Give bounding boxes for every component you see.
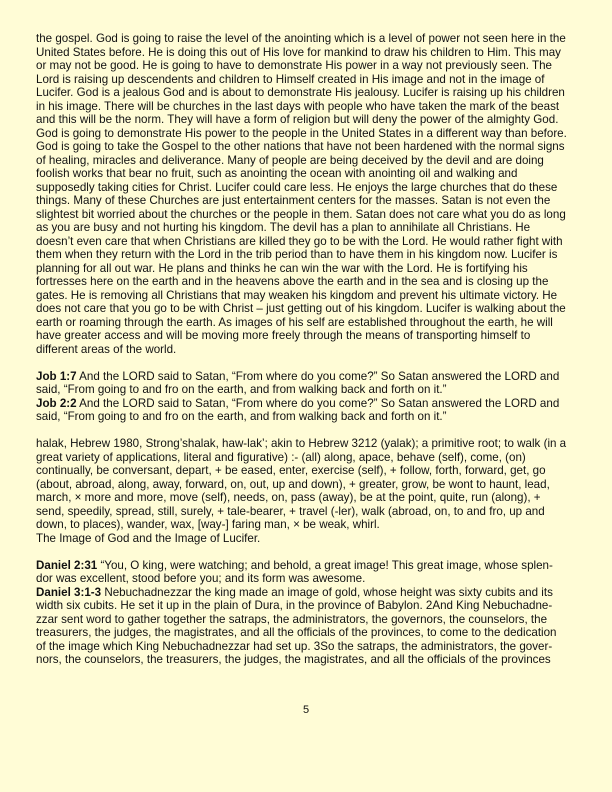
page-number: 5 [302, 704, 310, 716]
spacer [36, 545, 568, 559]
verse-reference: Daniel 3:1-3 [36, 585, 102, 599]
verse-reference: Daniel 2:31 [36, 558, 98, 572]
section-heading: The Image of God and the Image of Lucifer. [36, 531, 261, 545]
verse-text: Nebuchadnezzar the king made an image of gold, whose height was sixty cubits and its width six cubits. He set it up in the plain of Dura, in the province of Babylon. 2And King Nebuchadne-zzar sent word to gather together the satraps, the administrators, the governors, the counselors, the treasurers, the judges, the magistrates, and all the officials of the provinces, to come to the dedication of the image which King Nebuchadnezzar had set up. 3So the satraps, the administrators, the gover-nors, the counselors, the treasurers, the judges, the magistrates, and all the officials of the provinces [36, 585, 557, 666]
verse-reference: Job 2:2 [36, 396, 77, 410]
strongs-entry: halak, Hebrew 1980, Strong’shalak, haw-lak’; akin to Hebrew 3212 (yalak); a primitive root; to walk (in a great variety of applications, literal and figurative) :- (all) along, apace, behave (self), come, (on) continually, be conversant, depart, + be eased, enter, exercise (self), + follow, forth, forward, get, go (about, abroad, along, away, forward, on, out, up and down), + greater, grow, be wont to haunt, lead, march, × more and more, move (self), needs, on, pass (away), be at the point, quite, run (along), + send, speedily, spread, still, surely, + tale-bearer, + travel (-ler), walk (abroad, on, to and fro, up and down, to places), wander, wax, [way-] faring man, × be weak, whirl. [36, 437, 567, 531]
main-paragraph: the gospel. God is going to raise the level of the anointing which is a level of power not seen here in the United States before. He is doing this out of His love for mankind to draw his children to Him. This may or may not be good. He is going to have to demonstrate His power in a way not previously seen. The Lord is raising up descendents and children to Himself created in His image and not in the image of Lucifer. God is a jealous God and is about to demonstrate His jealousy. Lucifer is raising up his children in his image. There will be churches in the last days with people who have taken the mark of the beast and this will be the norm. They will have a form of religion but will deny the power of the almighty God. God is going to demonstrate His power to the people in the United States in a different way than before. God is going to take the Gospel to the other nations that have not been hardened with the normal signs of healing, miracles and deliverance. Many of people are being deceived by the devil and are doing foolish works that bear no fruit, such as anointing the ocean with anointing oil and walking and supposedly taking cities for Christ. Lucifer could care less. He enjoys the large churches that do these things. Many of these Churches are just entertainment centers for the masses. Satan is not even the slightest bit worried about the churches or the people in them. Satan does not care what you do as long as you are busy and not hurting his kingdom. The devil has a plan to annihilate all Christians. He doesn’t even care that when Christians are killed they go to be with the Lord. He would rather fight with them when they return with the Lord in the trib period than to have them in his kingdom now. Lucifer is planning for all out war. He plans and thinks he can win the war with the Lord. He is fortifying his fortresses here on the earth and in the heavens above the earth and in the sea and is closing up the gates. He is removing all Christians that may weaken his kingdom and prevent his ultimate victory. He does not care that you go to be with Christ – just getting out of his kingdom. Lucifer is walking about the earth or roaming through the earth. As images of his self are established throughout the earth, he will have greater access and will be moving more freely through the means of transporting himself to different areas of the world. [36, 32, 567, 356]
spacer [36, 424, 568, 438]
verse-daniel-2-31 [36, 559, 568, 586]
verse-text: And the LORD said to Satan, “From where do you come?” So Satan answered the LORD and said, “From going to and fro on the earth, and from walking back and forth on it.” [36, 396, 560, 423]
verse-text: “You, O king, were watching; and behold, a great image! This great image, whose splen-dor was excellent, stood before you; and its form was awesome. [36, 558, 553, 585]
verse-reference: Job 1:7 [36, 369, 77, 383]
verse-daniel-3-1-3 [36, 586, 568, 667]
verse-text: And the LORD said to Satan, “From where do you come?” So Satan answered the LORD and said, “From going to and fro on the earth, and from walking back and forth on it.” [36, 369, 560, 396]
verse-job-1-7 [36, 370, 568, 397]
verse-job-2-2 [36, 397, 568, 424]
spacer [36, 356, 568, 370]
